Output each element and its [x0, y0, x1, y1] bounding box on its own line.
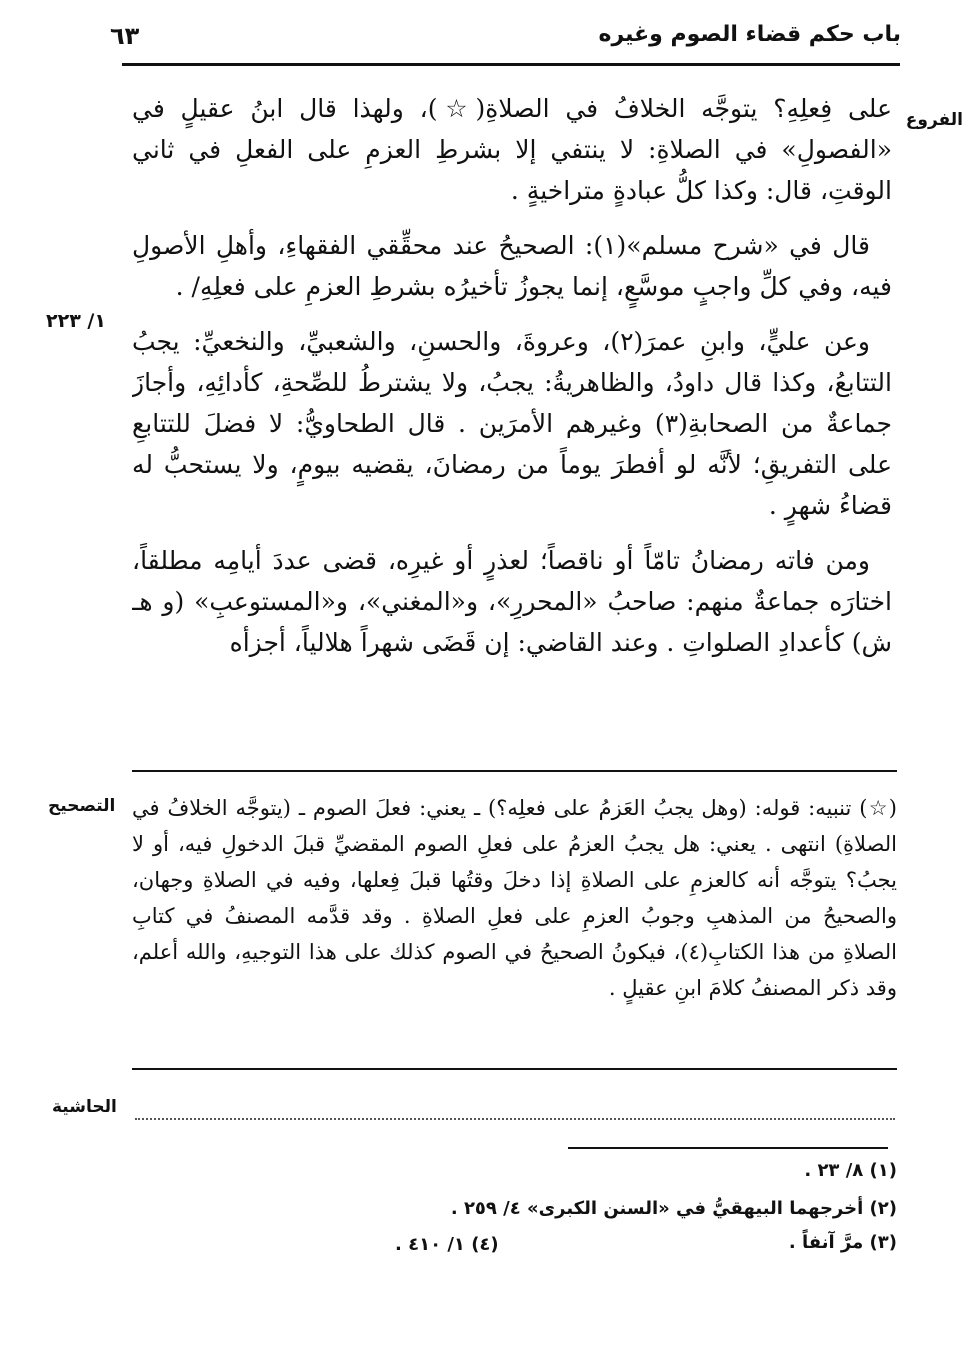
- main-paragraph: على فِعلِهِ؟ يتوجَّه الخلافُ في الصلاةِ(☆)، ولهذا قال ابنُ عقيلٍ في «الفصولِ» في الصلاةِ: لا ينتفي إلا بشرطِ العزمِ على الفعلِ في ثاني الوقتِ، قال: وكذا كلُّ عبادةٍ متراخيةٍ .: [132, 94, 892, 205]
- main-paragraph: وعن عليٍّ، وابنِ عمرَ(٢)، وعروةَ، والحسنِ، والشعبيِّ، والنخعيِّ: يجبُ التتابعُ، وكذا قال داودُ، والظاهريةُ: يجبُ، ولا يشترطُ للصِّحةِ، كأدائِهِ، وأجازَ جماعةٌ من الصحابةِ(٣) وغيرهم الأمرَين . قال الطحاويُّ: لا فضلَ للتتابعِ على التفريقِ؛ لأنَّه لو أفطرَ يوماً من رمضانَ، يقضيه بيومٍ، ولا يستحبُّ له قضاءُ شهرٍ .: [132, 327, 892, 520]
- main-paragraph: قال في «شرح مسلم»(١): الصحيحُ عند محقِّقي الفقهاءِ، وأهلِ الأصولِ فيه، وفي كلِّ واجبٍ موسَّعٍ، إنما يجوزُ تأخيرُه بشرطِ العزمِ على فعلِهِ/ .: [132, 231, 892, 301]
- running-header-title: باب حكم قضاء الصوم وغيره: [598, 22, 901, 47]
- margin-label-furu: الفروع: [905, 110, 963, 130]
- tashih-note: (☆) تنبيه: قوله: (وهل يجبُ العَزمُ على فعلِه؟) ـ يعني: فعلَ الصوم ـ (يتوجَّه الخلافُ في الصلاةِ) انتهى . يعني: هل يجبُ العزمُ على فعلِ الصوم المقضيِّ قبلَ الدخولِ فيه، أو لا يجبُ؟ يتوجَّه أنه كالعزمِ على الصلاةِ إذا دخلَ وقتُها قبلَ فِعلها، وفيه في الصلاةِ وجهان، والصحيحُ من المذهبِ وجوبُ العزمِ على فعلِ الصلاةِ . وقد قدَّمه المصنفُ في كتابِ الصلاةِ من هذا الكتابِ(٤)، فيكونُ الصحيحُ في الصوم كذلك على هذا التوجيهِ، والله أعلم، وقد ذكر المصنفُ كلامَ ابنِ عقيلٍ .: [132, 796, 897, 1000]
- page-number: ٦٣: [110, 22, 140, 50]
- main-text: [132, 88, 892, 753]
- footnote-4: (٤) ١/ ٤١٠ .: [395, 1234, 499, 1255]
- section-divider: [132, 1068, 897, 1070]
- footnote-1: (١) ٨/ ٢٣ .: [804, 1160, 897, 1181]
- margin-label-hashia: الحاشية: [52, 1097, 117, 1117]
- header-rule: [122, 63, 900, 66]
- footnote-2: (٢) أخرجهما البيهقيُّ في «السنن الكبرى» ٤/ ٢٥٩ .: [450, 1198, 897, 1219]
- footnote-rule: [568, 1147, 888, 1149]
- section-divider: [132, 770, 897, 772]
- hashia-dotted-line: [135, 1118, 895, 1120]
- footnote-3: (٣) مرَّ آنفاً .: [788, 1232, 897, 1253]
- main-paragraph: ومن فاته رمضانُ تامّاً أو ناقصاً؛ لعذرٍ أو غيرِه، قضى عددَ أيامِه مطلقاً، اختارَه جماعةٌ منهم: صاحبُ «المحررِ»، و«المغني»، و«المستوعبِ» (و هـ ش) كأعدادِ الصلواتِ . وعند القاضي: إن قَضَى شهراً هلالياً، أجزأه: [132, 546, 892, 657]
- margin-volume-page: ١/ ٢٢٣: [46, 310, 106, 332]
- margin-label-tashih: التصحيح: [48, 796, 116, 816]
